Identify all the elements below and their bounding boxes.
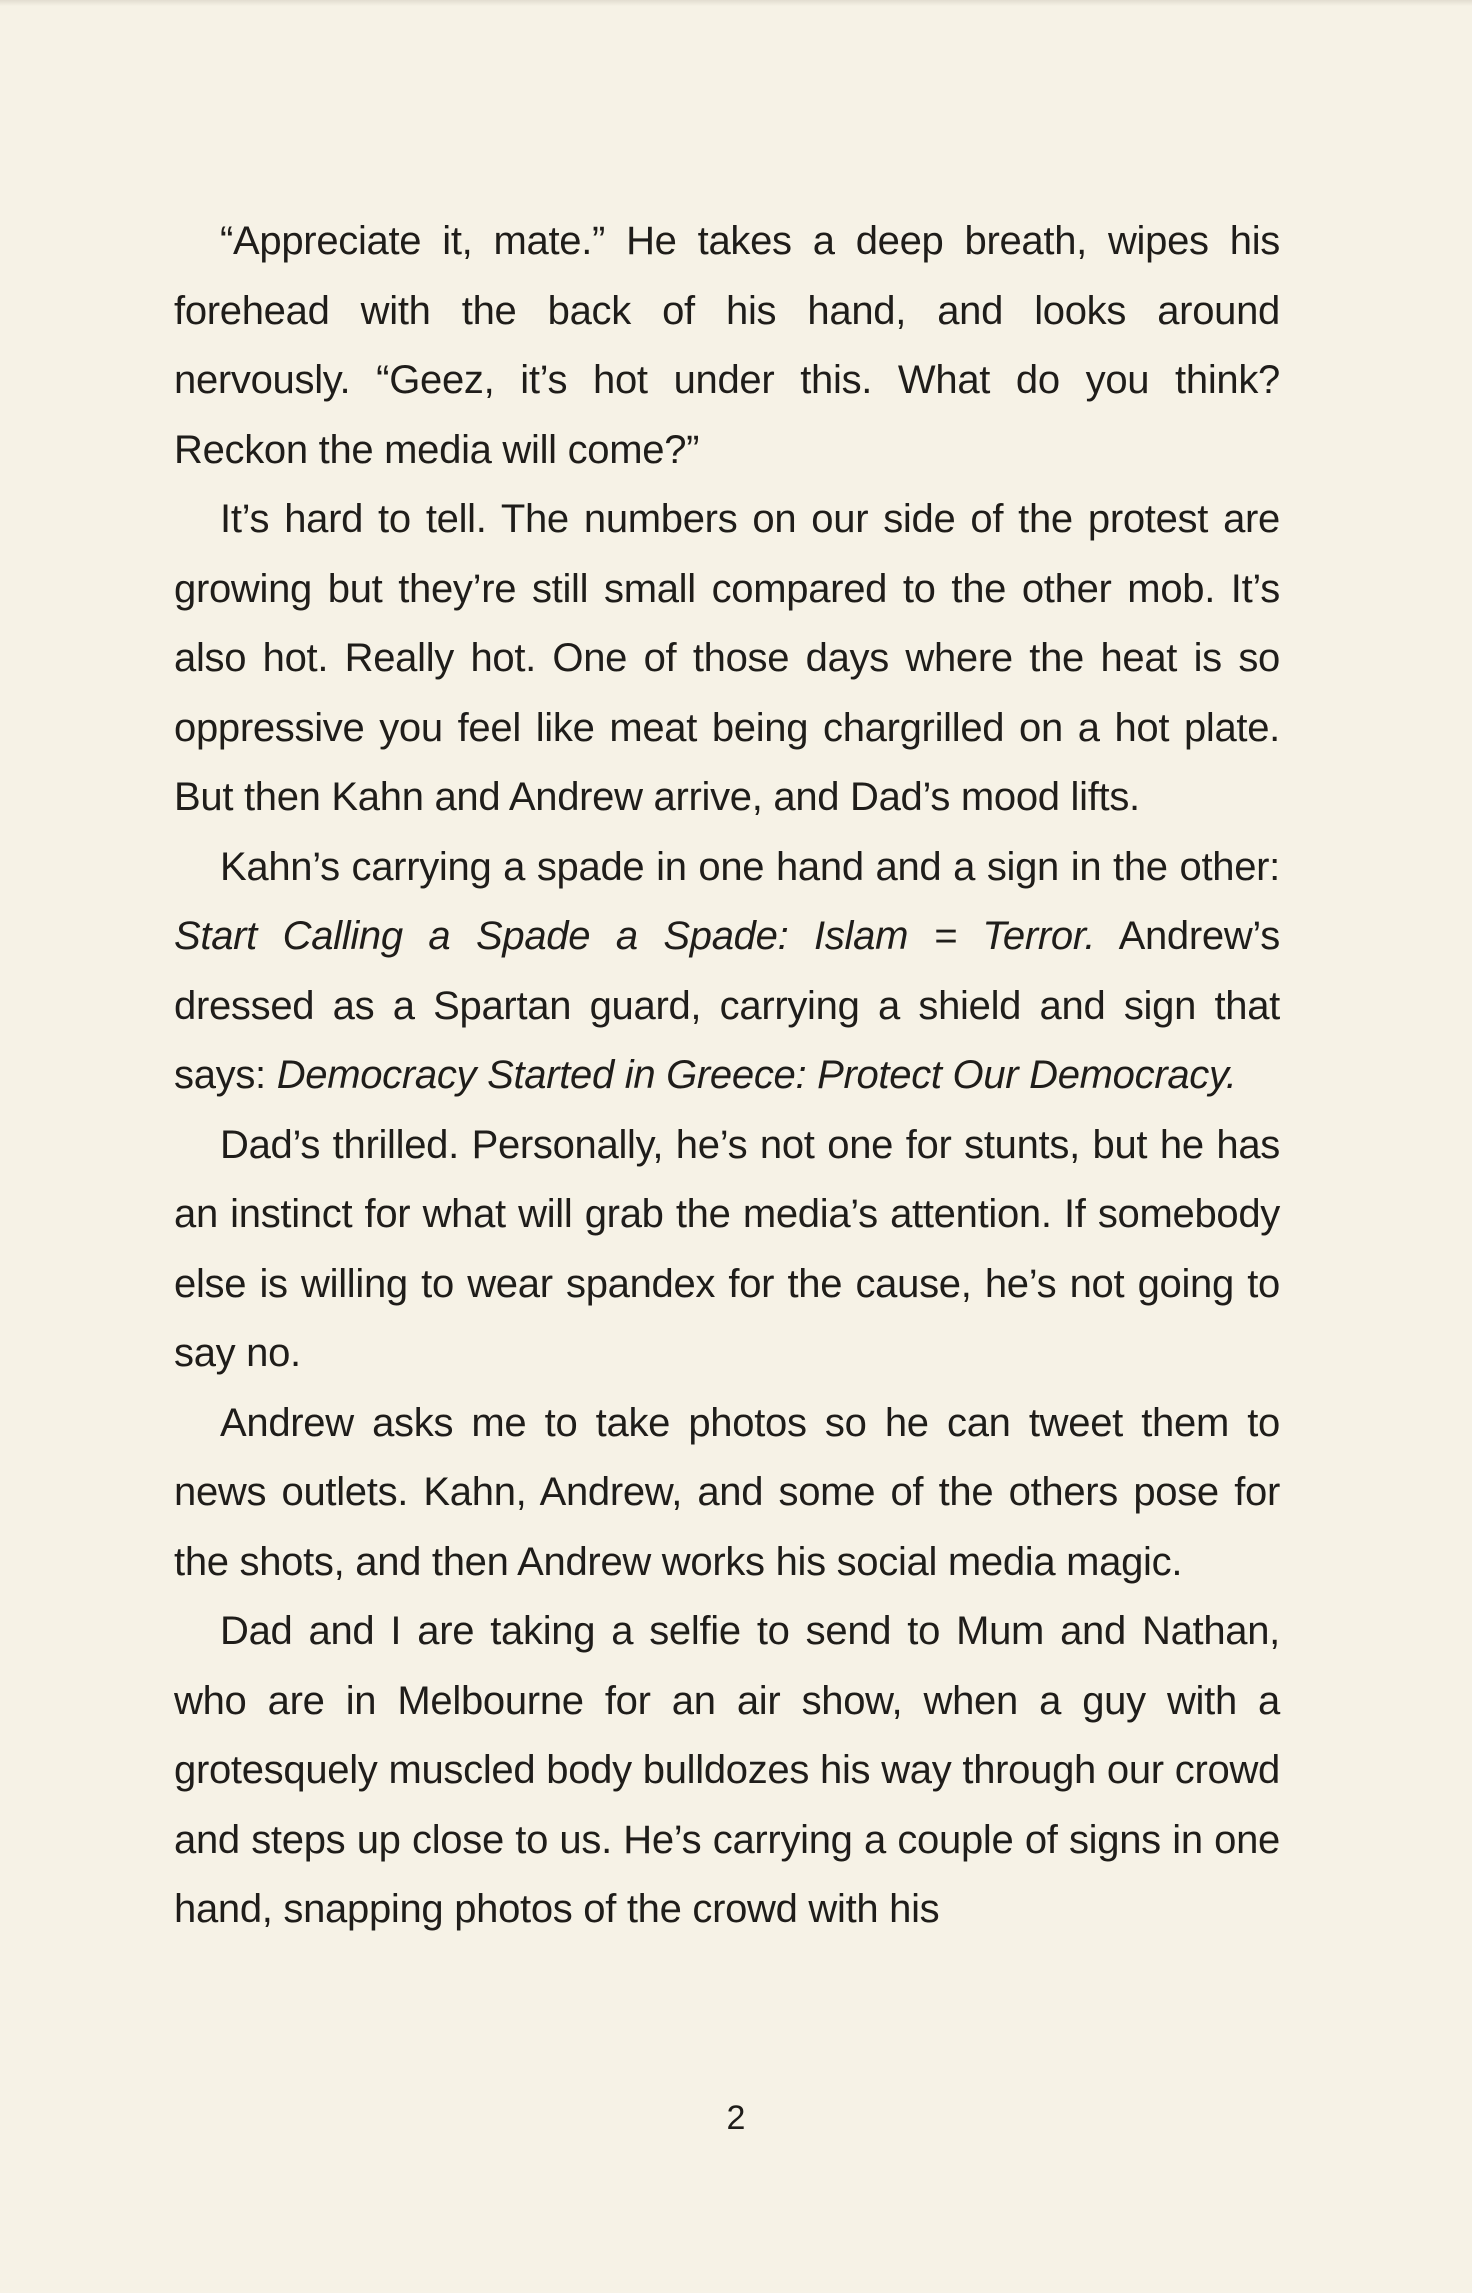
democracy-sign-text: Democracy Started in Greece: Protect Our Democracy. [276,1053,1237,1097]
paragraph-1-text: “Appreciate it, mate.” He takes a deep breath, wipes his forehead with the back of his hand, and looks around nervously. “Geez, it’s hot under this. What do you think? Reckon the media will come?” [174,219,1280,472]
paragraph-3 [174,833,1280,1111]
paragraph-5-text: Andrew asks me to take photos so he can tweet them to news outlets. Kahn, Andrew, and some of the others pose for the shots, and then Andrew works his social media magic. [174,1400,1280,1584]
page-number: 2 [726,2099,746,2137]
page-top-edge [0,0,1472,6]
paragraph-4-text: Dad’s thrilled. Personally, he’s not one for stunts, but he has an instinct for what will grab the media’s attention. If somebody else is willing to wear spandex for the cause, he’s not going to say no. [174,1122,1280,1375]
paragraph-6-text: Dad and I are taking a selfie to send to Mum and Nathan, who are in Melbourne for an air show, when a guy with a grotesquely muscled body bulldozes his way through our crowd and steps up close to us. He’s carrying a couple of signs in one hand, snapping photos of the crowd with his [174,1609,1280,1931]
paragraph-1 [174,207,1280,485]
body-text [174,207,1280,1945]
paragraph-3-text-b: Andrew’s dressed as a Spartan guard, carrying a shield and sign that says: [174,914,1280,1097]
paragraph-2 [174,485,1280,833]
paragraph-5 [174,1389,1280,1598]
paragraph-3-text-a: Kahn’s carrying a spade in one hand and a sign in the other: [220,844,1280,889]
paragraph-6 [174,1597,1280,1945]
paragraph-4 [174,1111,1280,1389]
spade-sign-text: Start Calling a Spade a Spade: Islam = Terror. [174,914,1096,958]
paragraph-2-text: It’s hard to tell. The numbers on our side of the protest are growing but they’re still small compared to the other mob. It’s also hot. Really hot. One of those days where the heat is so oppressive you feel like meat being chargrilled on a hot plate. But then Kahn and Andrew arrive, and Dad’s mood lifts. [174,497,1280,819]
